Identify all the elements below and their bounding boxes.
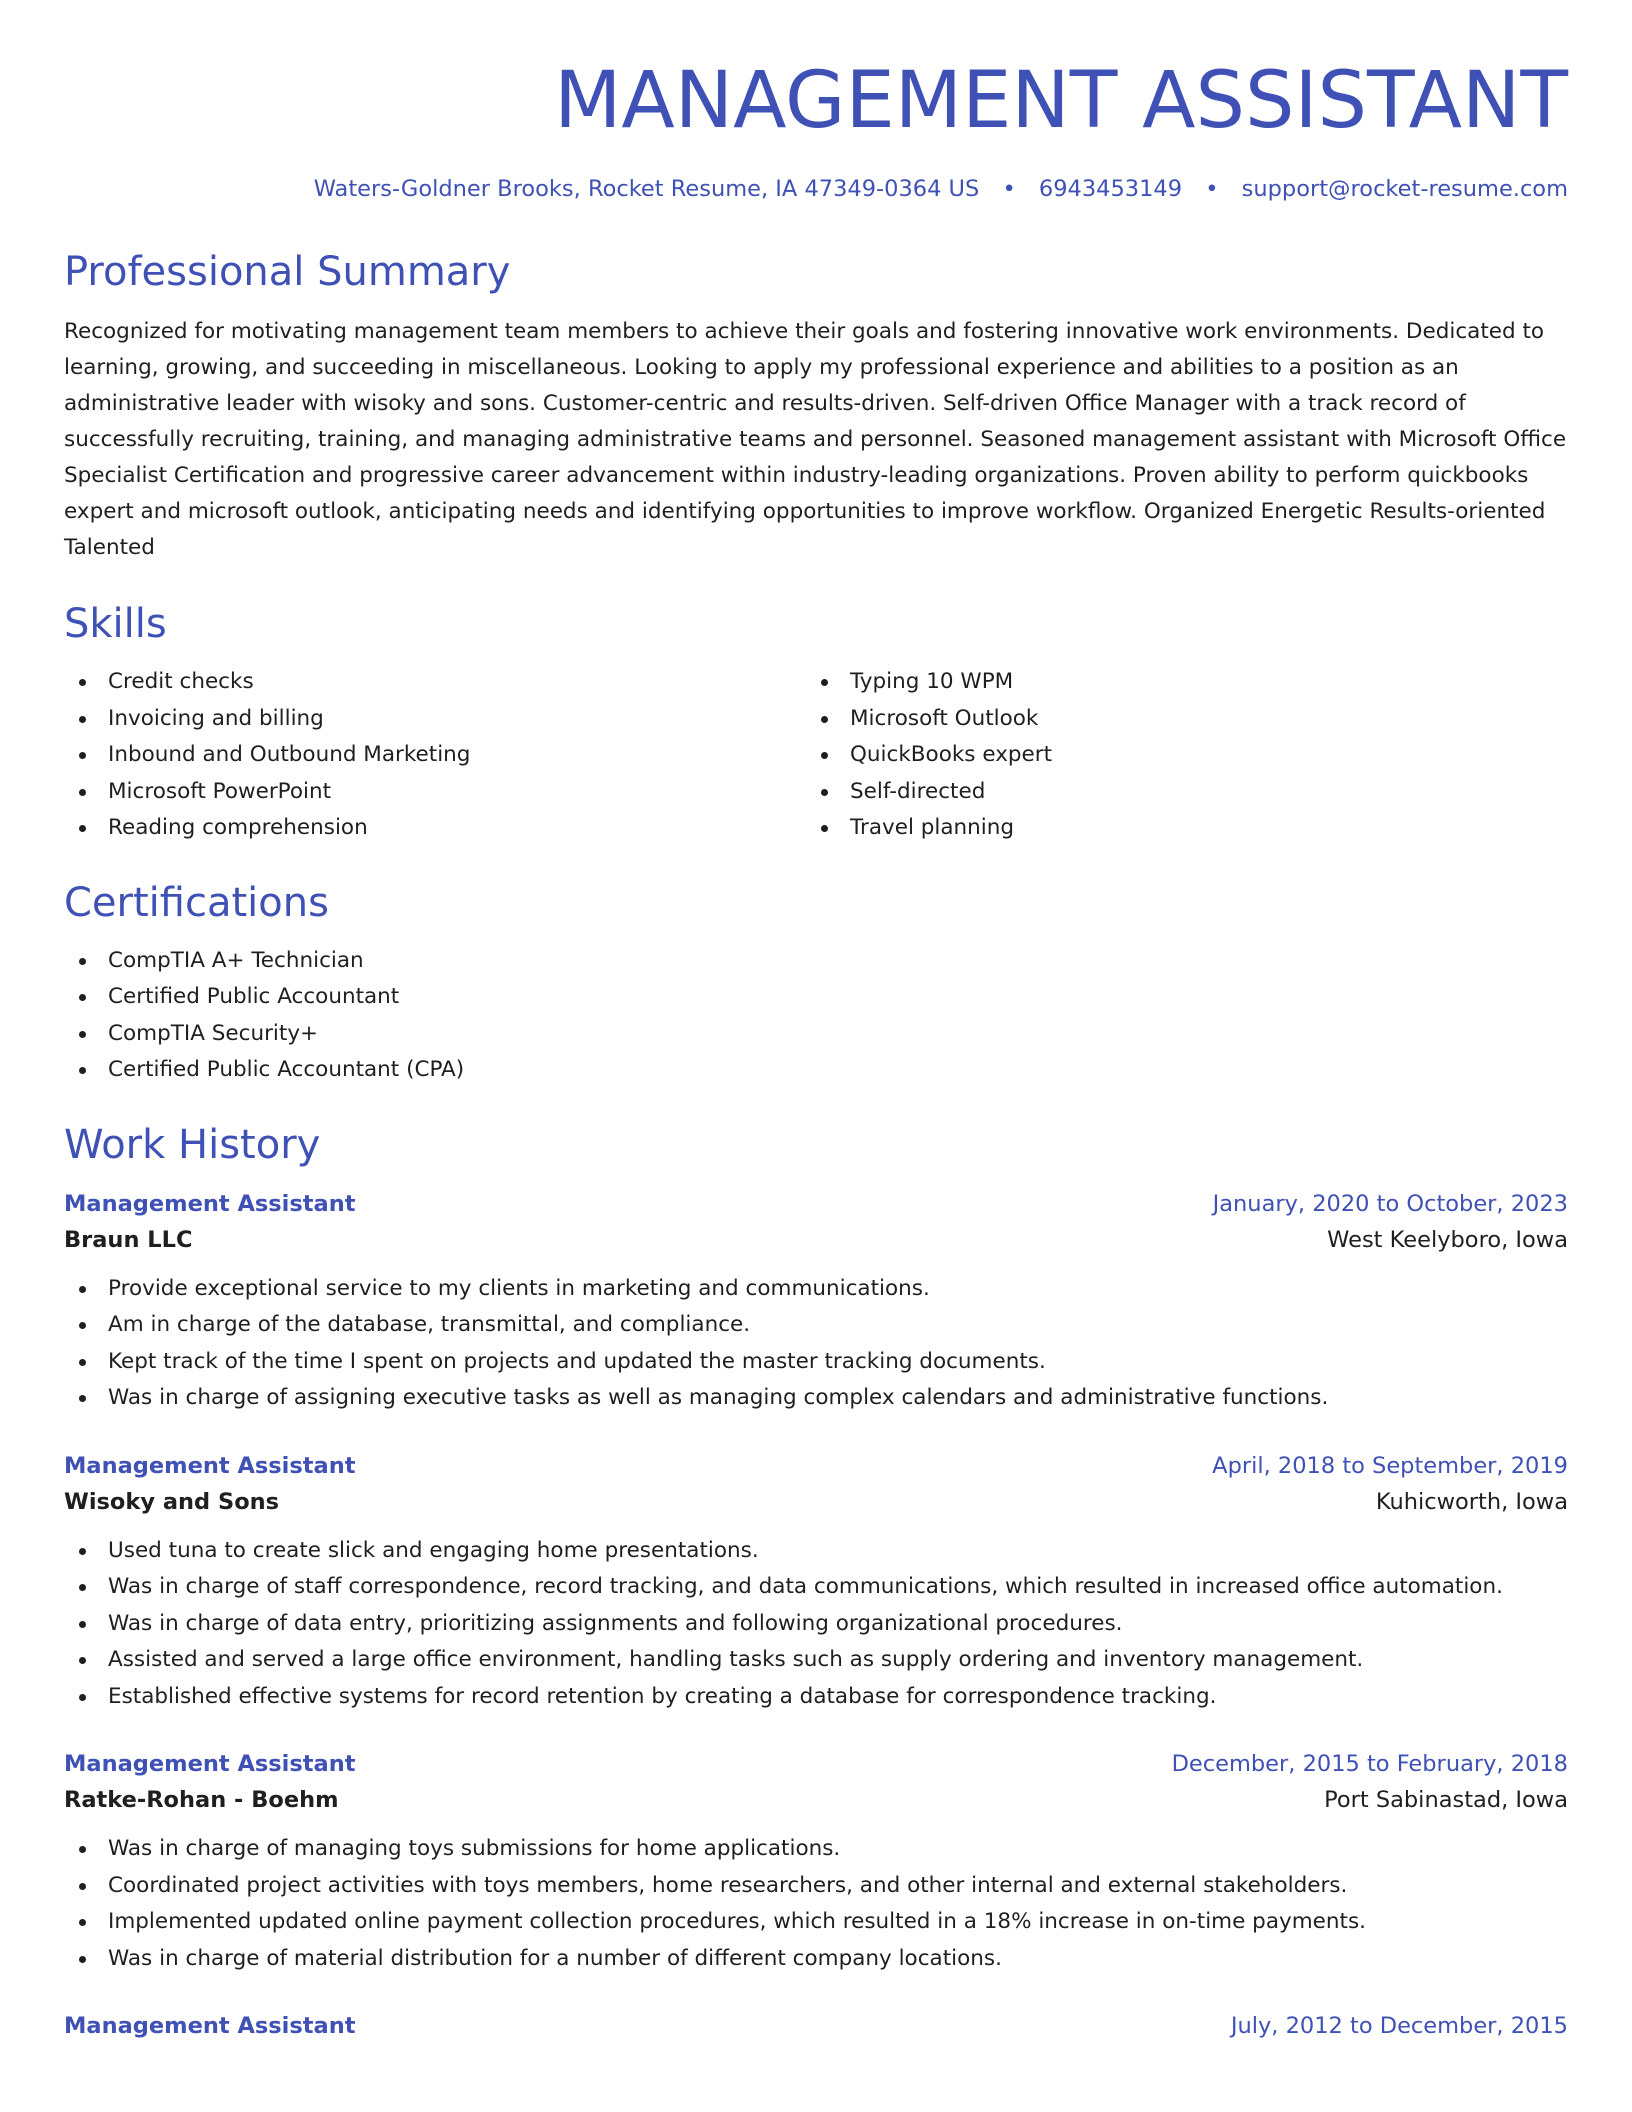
bullet-icon bbox=[79, 1584, 86, 1591]
job-bullet: Was in charge of assigning executive tasks as well as managing complex calendars and administrative functions. bbox=[64, 1380, 1568, 1417]
job-company: Braun LLC bbox=[64, 1226, 193, 1253]
job-company: Ratke-Rohan - Boehm bbox=[64, 1787, 339, 1813]
contact-address: Waters-Goldner Brooks, Rocket Resume, IA 47349-0364 US bbox=[313, 176, 980, 202]
bullet-icon bbox=[79, 1919, 86, 1926]
section-heading-summary: Professional Summary bbox=[64, 249, 511, 295]
job-bullet: Kept track of the time I spent on projects and updated the master tracking documents. bbox=[64, 1344, 1568, 1381]
skills-column-right bbox=[806, 664, 1548, 847]
bullet-icon bbox=[79, 1031, 86, 1038]
contact-separator: • bbox=[1002, 176, 1016, 202]
skill-item: Self-directed bbox=[806, 774, 1548, 811]
job-dates: December, 2015 to February, 2018 bbox=[1171, 1751, 1568, 1777]
skills-grid bbox=[64, 664, 1568, 847]
job-entry bbox=[64, 1449, 1568, 1716]
certification-item: Certified Public Accountant bbox=[64, 979, 1568, 1016]
section-heading-certifications: Certifications bbox=[64, 879, 329, 926]
bullet-icon bbox=[79, 1621, 86, 1628]
bullet-icon bbox=[79, 1548, 86, 1555]
bullet-icon bbox=[821, 679, 828, 686]
bullet-icon bbox=[821, 789, 828, 796]
bullet-icon bbox=[79, 1286, 86, 1293]
job-bullet: Was in charge of staff correspondence, record tracking, and data communications, which resulted in increased office automation. bbox=[64, 1569, 1568, 1606]
job-entry bbox=[64, 1747, 1568, 1977]
job-title: Management Assistant bbox=[64, 1190, 356, 1217]
job-dates: July, 2012 to December, 2015 bbox=[1230, 2013, 1568, 2039]
skill-item: Inbound and Outbound Marketing bbox=[64, 737, 806, 774]
job-location: West Keelyboro, Iowa bbox=[1327, 1226, 1568, 1253]
bullet-icon bbox=[79, 994, 86, 1001]
section-heading-skills: Skills bbox=[64, 601, 167, 647]
bullet-icon bbox=[79, 1359, 86, 1366]
job-bullet: Was in charge of managing toys submissions for home applications. bbox=[64, 1831, 1568, 1868]
contact-email: support@rocket-resume.com bbox=[1241, 176, 1568, 202]
skill-item: Invoicing and billing bbox=[64, 701, 806, 738]
bullet-icon bbox=[79, 752, 86, 759]
job-dates: April, 2018 to September, 2019 bbox=[1212, 1452, 1568, 1479]
summary-text: Recognized for motivating management team members to achieve their goals and fostering innovative work environments. Dedicated to learning, growing, and succeeding in miscellaneous. Looking to apply my professional experience and abilities to a position as an administrative leader with wisoky and sons. Customer-centric and results-driven. Self-driven Office Manager with a track record of successfully recruiting, training, and managing administrative teams and personnel. Seasoned management assistant with Microsoft Office Specialist Certification and progressive career advancement within industry-leading organizations. Proven ability to perform quickbooks expert and microsoft outlook, anticipating needs and identifying opportunities to improve workflow. Organized Energetic Results-oriented Talented bbox=[64, 319, 1567, 560]
bullet-icon bbox=[821, 825, 828, 832]
bullet-icon bbox=[79, 716, 86, 723]
bullet-icon bbox=[79, 1322, 86, 1329]
job-bullet: Was in charge of material distribution for a number of different company locations. bbox=[64, 1941, 1568, 1978]
job-title: Management Assistant bbox=[64, 1751, 356, 1777]
bullet-icon bbox=[79, 1883, 86, 1890]
skill-item: Microsoft Outlook bbox=[806, 701, 1548, 738]
bullet-icon bbox=[79, 1846, 86, 1853]
bullet-icon bbox=[79, 825, 86, 832]
certification-item: CompTIA Security+ bbox=[64, 1016, 1568, 1053]
bullet-icon bbox=[79, 1956, 86, 1963]
job-bullet: Implemented updated online payment collection procedures, which resulted in a 18% increase in on-time payments. bbox=[64, 1904, 1568, 1941]
bullet-icon bbox=[821, 752, 828, 759]
job-dates: January, 2020 to October, 2023 bbox=[1212, 1190, 1568, 1217]
certification-item: CompTIA A+ Technician bbox=[64, 943, 1568, 980]
job-title: Management Assistant bbox=[64, 2013, 356, 2039]
job-bullet: Assisted and served a large office environment, handling tasks such as supply ordering and inventory management. bbox=[64, 1642, 1568, 1679]
bullet-icon bbox=[79, 958, 86, 965]
job-bullet: Coordinated project activities with toys members, home researchers, and other internal and external stakeholders. bbox=[64, 1868, 1568, 1905]
skill-item: Microsoft PowerPoint bbox=[64, 774, 806, 811]
bullet-icon bbox=[79, 1067, 86, 1074]
job-bullet: Used tuna to create slick and engaging home presentations. bbox=[64, 1533, 1568, 1570]
skill-item: Reading comprehension bbox=[64, 810, 806, 847]
bullet-icon bbox=[79, 1657, 86, 1664]
job-bullet: Was in charge of data entry, prioritizing assignments and following organizational procedures. bbox=[64, 1606, 1568, 1643]
contact-line bbox=[64, 176, 1568, 202]
section-heading-work-history: Work History bbox=[64, 1121, 321, 1168]
skill-item: Travel planning bbox=[806, 810, 1548, 847]
skill-item: Typing 10 WPM bbox=[806, 664, 1548, 701]
job-title: Management Assistant bbox=[64, 1452, 356, 1479]
contact-phone: 6943453149 bbox=[1038, 176, 1183, 202]
job-entry bbox=[64, 2009, 1568, 2043]
skills-column-left bbox=[64, 664, 806, 847]
skill-item: Credit checks bbox=[64, 664, 806, 701]
job-bullet: Am in charge of the database, transmittal, and compliance. bbox=[64, 1307, 1568, 1344]
skill-item: QuickBooks expert bbox=[806, 737, 1548, 774]
bullet-icon bbox=[79, 789, 86, 796]
resume-title: MANAGEMENT ASSISTANT bbox=[554, 56, 1568, 146]
certification-item: Certified Public Accountant (CPA) bbox=[64, 1052, 1568, 1089]
job-location: Kuhicworth, Iowa bbox=[1375, 1488, 1568, 1515]
bullet-icon bbox=[79, 679, 86, 686]
bullet-icon bbox=[79, 1395, 86, 1402]
resume-page bbox=[64, 0, 1568, 2043]
job-company: Wisoky and Sons bbox=[64, 1488, 280, 1515]
bullet-icon bbox=[79, 1694, 86, 1701]
contact-separator: • bbox=[1205, 176, 1219, 202]
job-bullet: Established effective systems for record retention by creating a database for correspondence tracking. bbox=[64, 1679, 1568, 1716]
job-entry bbox=[64, 1187, 1568, 1417]
certifications-list bbox=[64, 943, 1568, 1089]
job-location: Port Sabinastad, Iowa bbox=[1324, 1787, 1568, 1813]
job-bullet: Provide exceptional service to my clients in marketing and communications. bbox=[64, 1271, 1568, 1308]
bullet-icon bbox=[821, 716, 828, 723]
